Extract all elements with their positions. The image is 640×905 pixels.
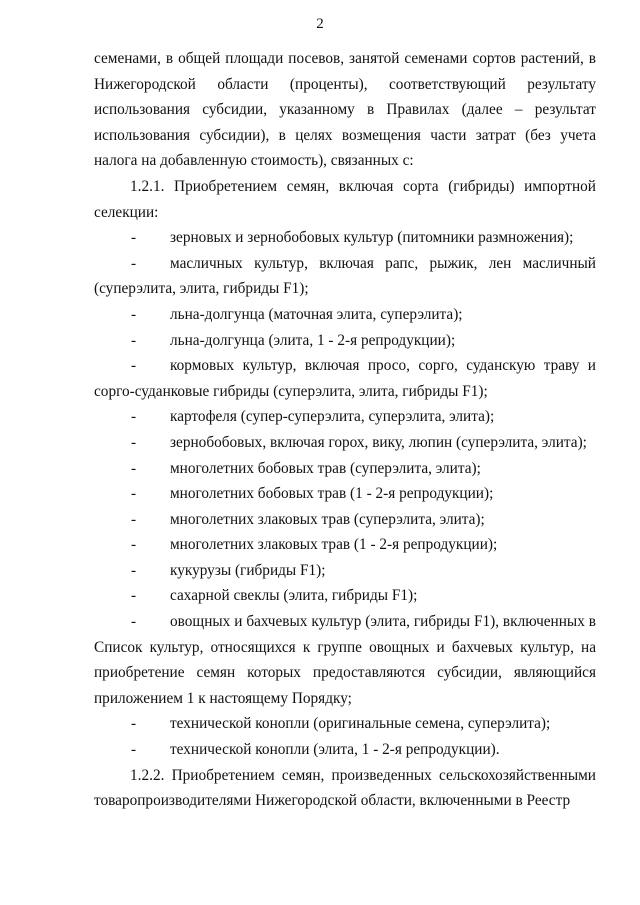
list-item: - зернобобовых, включая горох, вику, люпин (суперэлита, элита); [94, 430, 596, 456]
dash-marker: - [131, 229, 137, 247]
list-item: - картофеля (супер-суперэлита, суперэлита, элита); [94, 404, 596, 430]
dash-marker: - [131, 587, 137, 605]
list-item: - льна-долгунца (элита, 1 - 2-я репродукции); [94, 328, 596, 354]
dash-marker: - [131, 561, 137, 579]
list-item: - масличных культур, включая рапс, рыжик, лен масличный (суперэлита, элита, гибриды F1); [94, 251, 596, 302]
list-item: - технической конопли (оригинальные семена, суперэлита); [94, 711, 596, 737]
dash-marker: - [131, 459, 137, 477]
document-body [94, 46, 596, 814]
list-item: - овощных и бахчевых культур (элита, гибриды F1), включенных в Список культур, относящихся к группе овощных и бахчевых культур, на приобретение семян которых предоставляются субсидии, являющийся приложением 1 к настоящему Порядку; [94, 609, 596, 711]
intro-paragraph: семенами, в общей площади посевов, занятой семенами сортов растений, в Нижегородской области (проценты), соответствующий результату использования субсидии, указанному в Правилах (далее – результат использования субсидии), в целях возмещения части затрат (без учета налога на добавленную стоимость), связанных с: [94, 50, 596, 170]
dash-marker: - [131, 305, 137, 323]
dash-marker: - [131, 715, 137, 733]
section-1-2-2-paragraph: 1.2.2. Приобретением семян, произведенных сельскохозяйственными товаропроизводителями Нижегородской области, включенными в Реестр [94, 766, 596, 810]
dash-marker: - [131, 536, 137, 554]
dash-marker: - [131, 485, 137, 503]
list-item: - льна-долгунца (маточная элита, суперэлита); [94, 302, 596, 328]
list-item: - многолетних бобовых трав (суперэлита, элита); [94, 456, 596, 482]
list-item: - многолетних бобовых трав (1 - 2-я репродукции); [94, 481, 596, 507]
list-item: - сахарной свеклы (элита, гибриды F1); [94, 583, 596, 609]
list-item: - многолетних злаковых трав (суперэлита, элита); [94, 507, 596, 533]
dash-marker: - [131, 357, 137, 375]
dash-marker: - [131, 408, 137, 426]
dash-marker: - [131, 613, 137, 631]
list-item: - кормовых культур, включая просо, сорго, суданскую траву и сорго-суданковые гибриды (суперэлита, элита, гибриды F1); [94, 353, 596, 404]
dash-marker: - [131, 254, 137, 272]
dash-marker: - [131, 433, 137, 451]
dash-marker: - [131, 510, 137, 528]
list-item: - кукурузы (гибриды F1); [94, 558, 596, 584]
dash-marker: - [131, 331, 137, 349]
page-number: 2 [316, 16, 324, 32]
dash-marker: - [131, 741, 137, 759]
list-item: - технической конопли (элита, 1 - 2-я репродукции). [94, 737, 596, 763]
list-item: - зерновых и зернобобовых культур (питомники размножения); [94, 225, 596, 251]
list-item: - многолетних злаковых трав (1 - 2-я репродукции); [94, 532, 596, 558]
section-1-2-1-heading: 1.2.1. Приобретением семян, включая сорта (гибриды) импортной селекции: [94, 177, 596, 221]
